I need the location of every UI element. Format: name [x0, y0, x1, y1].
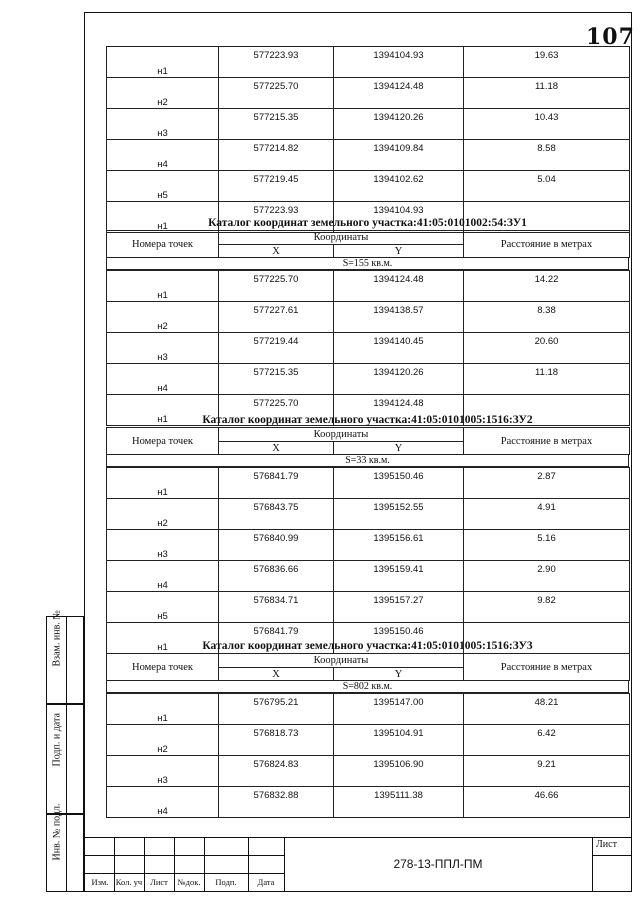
cell-point: н1	[107, 271, 219, 302]
cell-y: 1395106.90	[334, 756, 464, 787]
cell-y: 1395156.61	[334, 530, 464, 561]
table-zu2	[106, 413, 629, 654]
cell-y: 1394109.84	[334, 140, 464, 171]
header-points: Номера точек	[107, 428, 219, 455]
coords-table-zu2	[106, 467, 630, 654]
cell-y: 1395147.00	[334, 694, 464, 725]
cell-d: 14.22	[464, 271, 630, 302]
cell-x: 577227.61	[219, 302, 334, 333]
cell-point: н1	[107, 694, 219, 725]
table-row	[107, 499, 630, 530]
coords-table-zu3	[106, 693, 630, 818]
caption-zu2: Каталог координат земельного участка:41:05:0101005:1516:ЗУ2	[202, 414, 533, 426]
cell-d: 2.90	[464, 561, 630, 592]
cell-x: 576834.71	[219, 592, 334, 623]
table-row	[107, 140, 630, 171]
cell-d: 4.91	[464, 499, 630, 530]
cell-x: 577223.93	[219, 47, 334, 78]
cell-point: н2	[107, 499, 219, 530]
cell-point: н1	[107, 202, 219, 233]
stamp-inv-label: Инв. № подл.	[51, 803, 63, 861]
table-row	[107, 592, 630, 623]
stamp-vzam-label: Взам. инв. №	[51, 610, 63, 667]
cell-d: 20.60	[464, 333, 630, 364]
cell-x: 576824.83	[219, 756, 334, 787]
cell-d: 9.21	[464, 756, 630, 787]
coords-table-top	[106, 46, 630, 233]
cell-y: 1395157.27	[334, 592, 464, 623]
cell-x: 577214.82	[219, 140, 334, 171]
cell-point: н2	[107, 302, 219, 333]
cell-x: 577225.70	[219, 395, 334, 426]
header-y: Y	[334, 668, 464, 681]
header-coords: Координаты	[219, 231, 464, 245]
cell-x: 576840.99	[219, 530, 334, 561]
cell-x: 577225.70	[219, 271, 334, 302]
cell-y: 1394120.26	[334, 109, 464, 140]
cell-point: н5	[107, 592, 219, 623]
cell-x: 577215.35	[219, 109, 334, 140]
cell-x: 576843.75	[219, 499, 334, 530]
cell-point: н3	[107, 756, 219, 787]
cell-y: 1395150.46	[334, 468, 464, 499]
cell-point: н3	[107, 530, 219, 561]
cell-y: 1394120.26	[334, 364, 464, 395]
cell-point: н1	[107, 395, 219, 426]
cell-x: 576818.73	[219, 725, 334, 756]
cell-y: 1394104.93	[334, 202, 464, 233]
cell-point: н1	[107, 468, 219, 499]
cell-y: 1395159.41	[334, 561, 464, 592]
header-zu2	[106, 427, 630, 455]
cell-y: 1394124.48	[334, 395, 464, 426]
cell-d: 11.18	[464, 364, 630, 395]
cell-y: 1394124.48	[334, 271, 464, 302]
cell-point: н4	[107, 364, 219, 395]
coords-table-zu1	[106, 270, 630, 426]
area-zu3: S=802 кв.м.	[106, 681, 629, 693]
header-zu1	[106, 230, 630, 258]
cell-d: 11.18	[464, 78, 630, 109]
cell-y: 1394124.48	[334, 78, 464, 109]
cell-point: н4	[107, 561, 219, 592]
table-zu3	[106, 639, 629, 818]
cell-x: 577223.93	[219, 202, 334, 233]
table-row	[107, 694, 630, 725]
cell-d: 8.38	[464, 302, 630, 333]
header-points: Номера точек	[107, 654, 219, 681]
cell-point: н1	[107, 623, 219, 654]
cell-y: 1395104.91	[334, 725, 464, 756]
table-row	[107, 47, 630, 78]
tb-ndok: №док.	[177, 877, 201, 887]
table-row	[107, 109, 630, 140]
table-row	[107, 333, 630, 364]
table-row	[107, 787, 630, 818]
table-row	[107, 725, 630, 756]
cell-x: 577219.45	[219, 171, 334, 202]
stamp-podp-label: Подп. и дата	[51, 713, 63, 767]
table-row	[107, 302, 630, 333]
document-code: 278-13-ППЛ-ПМ	[393, 857, 483, 871]
cell-d: 10.43	[464, 109, 630, 140]
cell-d: 19.63	[464, 47, 630, 78]
table-row	[107, 78, 630, 109]
cell-point: н2	[107, 78, 219, 109]
tb-list: Лист	[150, 877, 168, 887]
tb-data: Дата	[257, 877, 275, 887]
tb-kol: Кол. уч	[115, 877, 143, 887]
caption-zu3: Каталог координат земельного участка:41:05:0101005:1516:ЗУ3	[202, 640, 533, 652]
cell-d: 48.21	[464, 694, 630, 725]
cell-x: 576836.66	[219, 561, 334, 592]
cell-y: 1395152.55	[334, 499, 464, 530]
header-x: X	[219, 668, 334, 681]
header-points: Номера точек	[107, 231, 219, 258]
cell-d: 46.66	[464, 787, 630, 818]
tb-sheet: Лист	[596, 839, 617, 850]
cell-d: 5.16	[464, 530, 630, 561]
area-zu2: S=33 кв.м.	[106, 455, 629, 467]
tb-izm: Изм.	[91, 877, 109, 887]
header-y: Y	[334, 245, 464, 258]
title-block	[84, 837, 632, 892]
table-row	[107, 468, 630, 499]
tb-podp: Подп.	[215, 877, 237, 887]
page-number: 107	[586, 24, 635, 50]
table-zu1	[106, 216, 629, 426]
stamp-podp	[46, 704, 84, 814]
cell-point: н3	[107, 333, 219, 364]
cell-y: 1395150.46	[334, 623, 464, 654]
header-x: X	[219, 442, 334, 455]
cell-x: 576832.88	[219, 787, 334, 818]
table-row	[107, 364, 630, 395]
stamp-vzam	[46, 610, 84, 704]
cell-x: 577225.70	[219, 78, 334, 109]
side-stamp	[46, 610, 84, 892]
area-zu1: S=155 кв.м.	[106, 258, 629, 270]
table-row	[107, 561, 630, 592]
cell-point: н3	[107, 109, 219, 140]
table-row	[107, 171, 630, 202]
cell-y: 1394104.93	[334, 47, 464, 78]
cell-y: 1394102.62	[334, 171, 464, 202]
cell-point: н5	[107, 171, 219, 202]
cell-y: 1394140.45	[334, 333, 464, 364]
table-row	[107, 756, 630, 787]
cell-d: 2.87	[464, 468, 630, 499]
caption-zu1: Каталог координат земельного участка:41:05:0101002:54:ЗУ1	[208, 217, 527, 229]
cell-d: 8.58	[464, 140, 630, 171]
header-dist: Расстояние в метрах	[464, 654, 630, 681]
header-dist: Расстояние в метрах	[464, 428, 630, 455]
cell-x: 577219.44	[219, 333, 334, 364]
cell-x: 576841.79	[219, 623, 334, 654]
header-coords: Координаты	[219, 654, 464, 668]
cell-x: 576795.21	[219, 694, 334, 725]
cell-point: н2	[107, 725, 219, 756]
header-y: Y	[334, 442, 464, 455]
cell-y: 1395111.38	[334, 787, 464, 818]
cell-d: 6.42	[464, 725, 630, 756]
cell-point: н1	[107, 47, 219, 78]
cell-point: н4	[107, 140, 219, 171]
header-coords: Координаты	[219, 428, 464, 442]
cell-x: 576841.79	[219, 468, 334, 499]
header-dist: Расстояние в метрах	[464, 231, 630, 258]
cell-point: н4	[107, 787, 219, 818]
cell-y: 1394138.57	[334, 302, 464, 333]
header-zu3	[106, 653, 630, 681]
stamp-inv	[46, 803, 84, 892]
cell-d: 5.04	[464, 171, 630, 202]
cell-d: 9.82	[464, 592, 630, 623]
table-top	[106, 46, 629, 233]
cell-x: 577215.35	[219, 364, 334, 395]
table-row	[107, 271, 630, 302]
header-x: X	[219, 245, 334, 258]
table-row	[107, 530, 630, 561]
